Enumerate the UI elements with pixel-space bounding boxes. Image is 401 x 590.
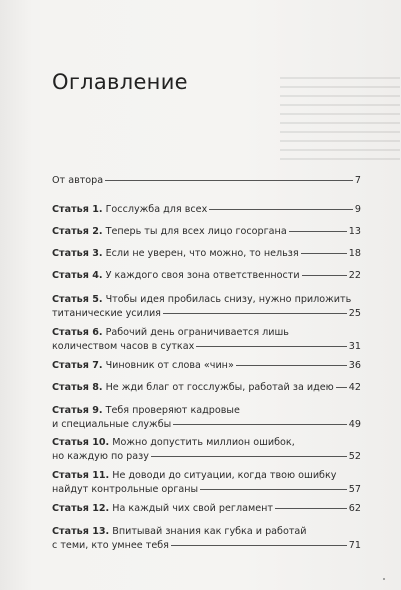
- page-number: 57: [348, 484, 361, 495]
- toc-entry-line: [52, 174, 361, 188]
- toc-entry[interactable]: [52, 225, 361, 239]
- article-label: Статья 2.: [52, 226, 103, 237]
- leader-line: [163, 313, 347, 314]
- toc-entry-text: [52, 539, 169, 553]
- page-number: 22: [348, 270, 361, 281]
- page-number: 62: [348, 503, 361, 514]
- toc-entry-title: На каждый чих свой регламент: [109, 503, 273, 514]
- article-label: Статья 1.: [52, 204, 103, 215]
- toc-entry-line: [52, 307, 361, 321]
- toc-entry-line: [52, 525, 361, 539]
- toc-entry-text: [52, 340, 194, 354]
- page-title: Оглавление: [52, 70, 188, 94]
- toc-entry-title: найдут контрольные органы: [52, 484, 199, 495]
- toc-entry-text: [52, 469, 336, 483]
- toc-entry-text: [52, 502, 273, 516]
- toc-entry-text: [52, 225, 287, 239]
- toc-entry-text: [52, 418, 171, 432]
- toc-entry-line: [52, 418, 361, 432]
- leader-line: [196, 346, 347, 347]
- toc-entry-line: [52, 469, 361, 483]
- leader-line: [173, 424, 347, 425]
- toc-entry[interactable]: [52, 359, 361, 373]
- article-label: Статья 5.: [52, 294, 103, 305]
- toc-entry[interactable]: [52, 469, 361, 497]
- toc-entry-line: [52, 404, 361, 418]
- toc-entry-text: [52, 307, 161, 321]
- toc-entry-line: [52, 326, 361, 340]
- toc-entry-title: От автора: [52, 175, 104, 186]
- leader-line: [301, 253, 347, 254]
- toc-entry-text: [52, 450, 149, 464]
- toc-entry-title: Рабочий день ограничивается лишь: [102, 327, 289, 338]
- toc-entry[interactable]: [52, 326, 361, 354]
- toc-entry-title: Чтобы идея пробилась снизу, нужно приложить: [102, 294, 352, 305]
- toc-entry[interactable]: [52, 525, 361, 553]
- toc-entry[interactable]: [52, 293, 361, 321]
- toc-entry-text: [52, 174, 103, 188]
- article-label: Статья 12.: [52, 503, 110, 514]
- toc-entry-line: [52, 340, 361, 354]
- toc-entry[interactable]: [52, 436, 361, 464]
- toc-entry-text: [52, 247, 299, 261]
- article-label: Статья 4.: [52, 270, 103, 281]
- bleed-through-text: [280, 70, 400, 190]
- leader-line: [151, 456, 347, 457]
- leader-line: [289, 231, 347, 232]
- toc-entry-title: Теперь ты для всех лицо госоргана: [102, 226, 287, 237]
- toc-entry-line: [52, 269, 361, 283]
- toc-entry-line: [52, 436, 361, 450]
- toc-entry[interactable]: [52, 381, 361, 395]
- toc-entry-line: [52, 502, 361, 516]
- toc-entry-line: [52, 247, 361, 261]
- toc-entry-text: [52, 483, 198, 497]
- toc-entry-line: [52, 203, 361, 217]
- leader-line: [336, 387, 347, 388]
- toc-entry-text: [52, 436, 295, 450]
- toc-entry-text: [52, 269, 300, 283]
- page-number: 42: [348, 382, 361, 393]
- toc-entry-line: [52, 450, 361, 464]
- toc-entry-line: [52, 381, 361, 395]
- page-number: 7: [354, 175, 361, 186]
- article-label: Статья 11.: [52, 470, 110, 481]
- page-number: 36: [348, 360, 361, 371]
- toc-entry-line: [52, 539, 361, 553]
- leader-line: [209, 209, 353, 210]
- toc-entry-title: У каждого своя зона ответственности: [102, 270, 300, 281]
- leader-line: [105, 180, 353, 181]
- toc-entry-line: [52, 359, 361, 373]
- leader-line: [302, 275, 347, 276]
- toc-entry-title: но каждую по разу: [52, 451, 149, 462]
- toc-entry-title: Тебя проверяют кадровые: [102, 405, 240, 416]
- toc-entry[interactable]: [52, 269, 361, 283]
- toc-entry-text: [52, 381, 334, 395]
- page-number: 52: [348, 451, 361, 462]
- page-number: 31: [348, 341, 361, 352]
- page-number: 49: [348, 419, 361, 430]
- toc-entry[interactable]: [52, 174, 361, 188]
- toc-entry-title: с теми, кто умнее тебя: [52, 540, 169, 551]
- article-label: Статья 6.: [52, 327, 103, 338]
- toc-entry[interactable]: [52, 247, 361, 261]
- page-mark: [383, 578, 385, 580]
- leader-line: [200, 489, 347, 490]
- page-number: 13: [348, 226, 361, 237]
- leader-line: [275, 508, 347, 509]
- toc-entry-text: [52, 525, 307, 539]
- toc-entry-title: Если не уверен, что можно, то нельзя: [102, 248, 299, 259]
- toc-entry-title: Не жди благ от госслужбы, работай за идею: [102, 382, 334, 393]
- toc-entry-title: Можно допустить миллион ошибок,: [109, 437, 295, 448]
- toc-entry-line: [52, 293, 361, 307]
- leader-line: [236, 365, 347, 366]
- toc-entry-title: Госслужба для всех: [102, 204, 208, 215]
- leader-line: [171, 545, 347, 546]
- page-number: 9: [354, 204, 361, 215]
- page-number: 18: [348, 248, 361, 259]
- article-label: Статья 7.: [52, 360, 103, 371]
- toc-entry-title: и специальные службы: [52, 419, 172, 430]
- toc-entry-title: количеством часов в сутках: [52, 341, 195, 352]
- article-label: Статья 13.: [52, 526, 110, 537]
- toc-entry-line: [52, 483, 361, 497]
- toc-entry-title: Не доводи до ситуации, когда твою ошибку: [109, 470, 337, 481]
- toc-entry-title: Чиновник от слова «чин»: [102, 360, 234, 371]
- toc-entry-title: титанические усилия: [52, 308, 161, 319]
- article-label: Статья 8.: [52, 382, 103, 393]
- article-label: Статья 9.: [52, 405, 103, 416]
- toc-entry[interactable]: [52, 404, 361, 432]
- toc-entry-text: [52, 359, 234, 373]
- toc-entry-title: Впитывай знания как губка и работай: [109, 526, 307, 537]
- toc-entry-text: [52, 326, 289, 340]
- article-label: Статья 10.: [52, 437, 110, 448]
- article-label: Статья 3.: [52, 248, 103, 259]
- toc-entry-text: [52, 203, 207, 217]
- page-number: 71: [348, 540, 361, 551]
- toc-entry[interactable]: [52, 502, 361, 516]
- page-number: 25: [348, 308, 361, 319]
- toc-entry[interactable]: [52, 203, 361, 217]
- toc-entry-text: [52, 293, 351, 307]
- toc-entry-line: [52, 225, 361, 239]
- toc-entry-text: [52, 404, 240, 418]
